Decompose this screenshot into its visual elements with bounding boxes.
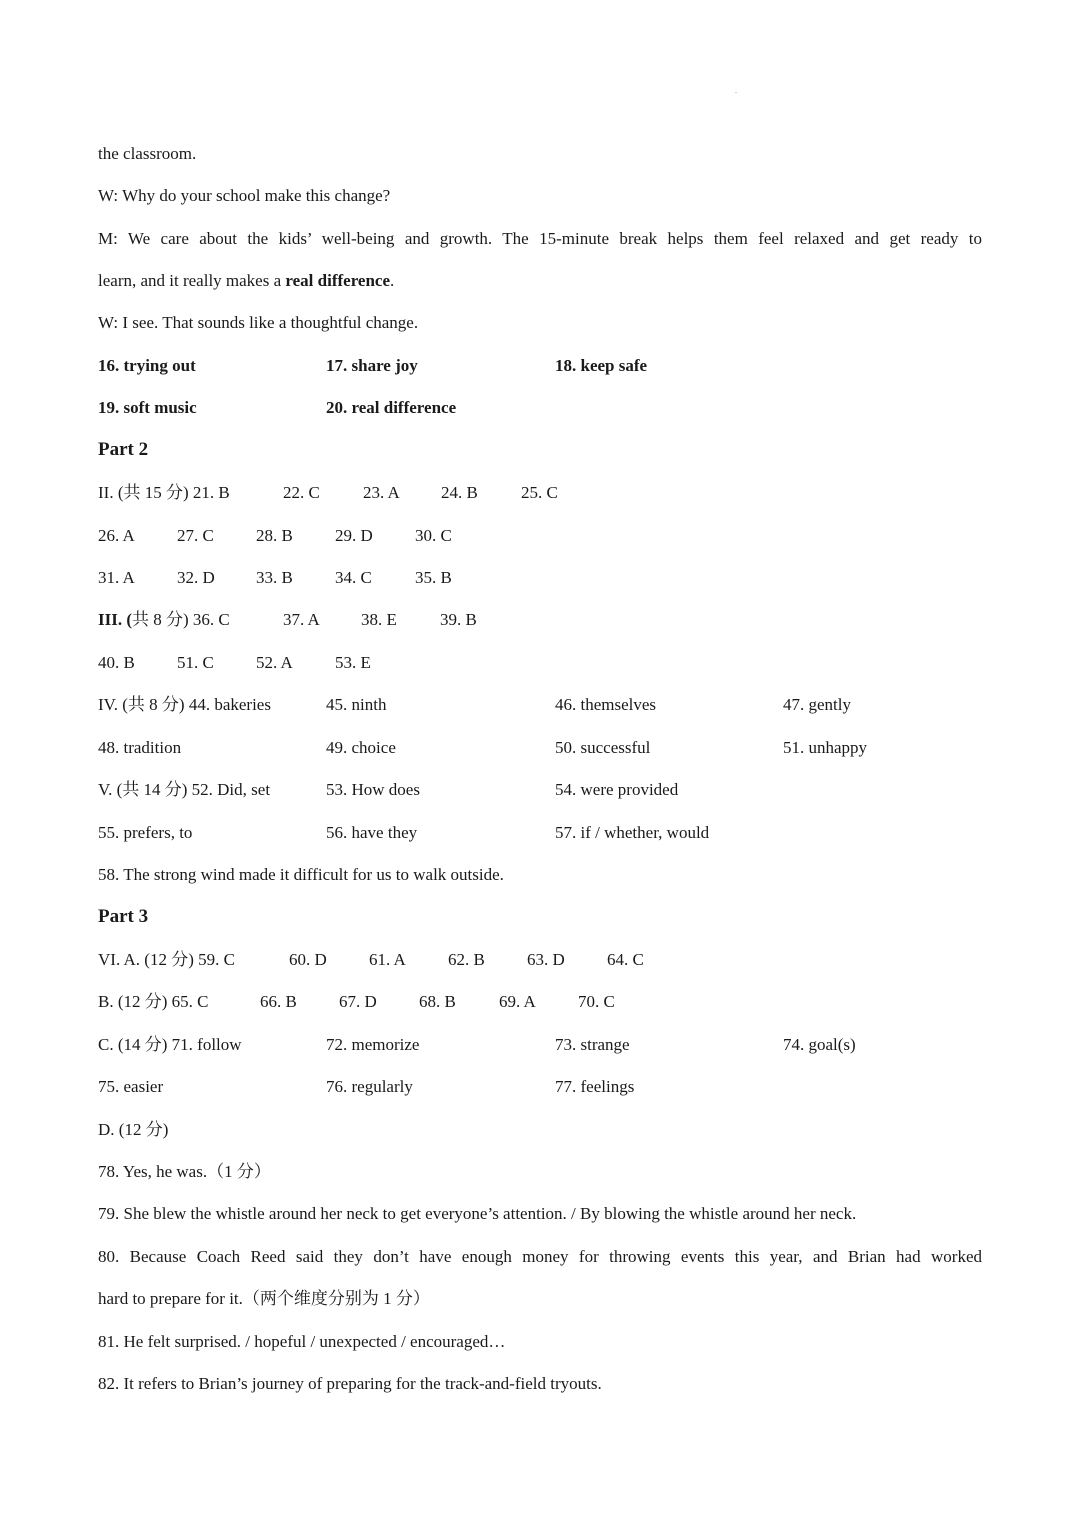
answer-row (98, 1078, 988, 1098)
answer-item: C. (14 分) 71. follow (98, 1035, 242, 1054)
answer-item: 52. A (256, 653, 293, 672)
section-heading: Part 3 (98, 906, 149, 927)
answer-item: 31. A (98, 568, 135, 587)
answer-item: 40. B (98, 653, 135, 672)
answer-item: 30. C (415, 526, 452, 545)
answer-row (98, 484, 988, 504)
answer-item: 68. B (419, 992, 456, 1011)
dialogue-line: M: We care about the kids’ well-being and growth. The 15-minute break helps them feel relaxed and get ready to (98, 229, 982, 248)
dialogue-line: the classroom. (98, 144, 197, 163)
answer-item: IV. (共 8 分) 44. bakeries (98, 695, 271, 714)
answer-sentence: 58. The strong wind made it difficult for us to walk outside. (98, 865, 504, 884)
answer-item: 54. were provided (555, 780, 679, 799)
answer-item: B. (12 分) 65. C (98, 992, 209, 1011)
answer-row (98, 569, 988, 589)
answer-item: 28. B (256, 526, 293, 545)
answer-sentence: 81. He felt surprised. / hopeful / unexpected / encouraged… (98, 1332, 506, 1351)
answer-row (98, 527, 988, 547)
answer-sentence: 80. Because Coach Reed said they don’t have enough money for throwing events this year, and Brian had worked (98, 1247, 982, 1266)
answer-item: 26. A (98, 526, 135, 545)
answer-item: 64. C (607, 950, 644, 969)
answer-item: 66. B (260, 992, 297, 1011)
answer-item: 57. if / whether, would (555, 823, 710, 842)
dialogue-text: . (390, 271, 395, 290)
answer-item: 32. D (177, 568, 215, 587)
answer-item: 33. B (256, 568, 293, 587)
answer-item: 69. A (499, 992, 536, 1011)
answer-item: 48. tradition (98, 738, 182, 757)
dialogue-text: learn, and it really makes a (98, 271, 286, 290)
answer-row (98, 781, 988, 801)
answer-item: 19. soft music (98, 398, 197, 417)
answer-row (98, 993, 988, 1013)
answer-item: 70. C (578, 992, 615, 1011)
answer-item: 73. strange (555, 1035, 630, 1054)
answer-item: 53. E (335, 653, 371, 672)
dialogue-line: W: I see. That sounds like a thoughtful change. (98, 313, 419, 332)
answer-item: 23. A (363, 483, 400, 502)
scan-speck (735, 92, 737, 93)
answer-item: V. (共 14 分) 52. Did, set (98, 780, 271, 799)
answer-item: 18. keep safe (555, 356, 648, 375)
section-label: III. ( (98, 610, 133, 629)
answer-item: 63. D (527, 950, 565, 969)
answer-item: 76. regularly (326, 1077, 413, 1096)
answer-item: II. (共 15 分) 21. B (98, 483, 230, 502)
answer-item: 62. B (448, 950, 485, 969)
subsection-heading: D. (12 分) (98, 1120, 169, 1139)
answer-sentence: 82. It refers to Brian’s journey of preparing for the track-and-field tryouts. (98, 1374, 602, 1393)
answer-item: 47. gently (783, 695, 851, 714)
answer-item: 24. B (441, 483, 478, 502)
answer-item: 17. share joy (326, 356, 418, 375)
answer-sentence: hard to prepare for it.（两个维度分别为 1 分） (98, 1289, 430, 1308)
answer-item: 60. D (289, 950, 327, 969)
answer-item: 53. How does (326, 780, 420, 799)
answer-row (98, 611, 988, 631)
answer-row (98, 951, 988, 971)
answer-item: 29. D (335, 526, 373, 545)
answer-item: 34. C (335, 568, 372, 587)
dialogue-line: W: Why do your school make this change? (98, 186, 391, 205)
answer-item: 55. prefers, to (98, 823, 193, 842)
answer-item: 56. have they (326, 823, 418, 842)
answer-item: 27. C (177, 526, 214, 545)
answer-sentence: 79. She blew the whistle around her neck to get everyone’s attention. / By blowing the whistle around her neck. (98, 1204, 857, 1223)
answer-text: 共 8 分) 36. C (132, 610, 230, 629)
answer-item: 51. C (177, 653, 214, 672)
answer-item: 61. A (369, 950, 406, 969)
answer-item: 39. B (440, 610, 477, 629)
answer-item: 20. real difference (326, 398, 457, 417)
answer-item: VI. A. (12 分) 59. C (98, 950, 235, 969)
answer-item: 37. A (283, 610, 320, 629)
answer-item: 77. feelings (555, 1077, 635, 1096)
answer-sentence: 78. Yes, he was.（1 分） (98, 1162, 271, 1181)
answer-row (98, 654, 988, 674)
answer-item: 22. C (283, 483, 320, 502)
answer-item: 75. easier (98, 1077, 164, 1096)
answer-row (98, 399, 988, 419)
answer-row (98, 357, 988, 377)
answer-item (98, 611, 230, 628)
answer-row (98, 824, 988, 844)
answer-item: 46. themselves (555, 695, 657, 714)
answer-row (98, 739, 988, 759)
answer-row (98, 1036, 988, 1056)
answer-item: 51. unhappy (783, 738, 868, 757)
answer-item: 50. successful (555, 738, 651, 757)
dialogue-line (98, 272, 394, 289)
answer-row (98, 696, 988, 716)
section-heading: Part 2 (98, 439, 149, 460)
answer-item: 45. ninth (326, 695, 387, 714)
answer-item: 16. trying out (98, 356, 196, 375)
answer-item: 67. D (339, 992, 377, 1011)
dialogue-bold-phrase: real difference (285, 271, 391, 290)
answer-item: 74. goal(s) (783, 1035, 856, 1054)
answer-item: 38. E (361, 610, 397, 629)
answer-item: 25. C (521, 483, 558, 502)
answer-item: 72. memorize (326, 1035, 420, 1054)
answer-item: 49. choice (326, 738, 396, 757)
answer-item: 35. B (415, 568, 452, 587)
